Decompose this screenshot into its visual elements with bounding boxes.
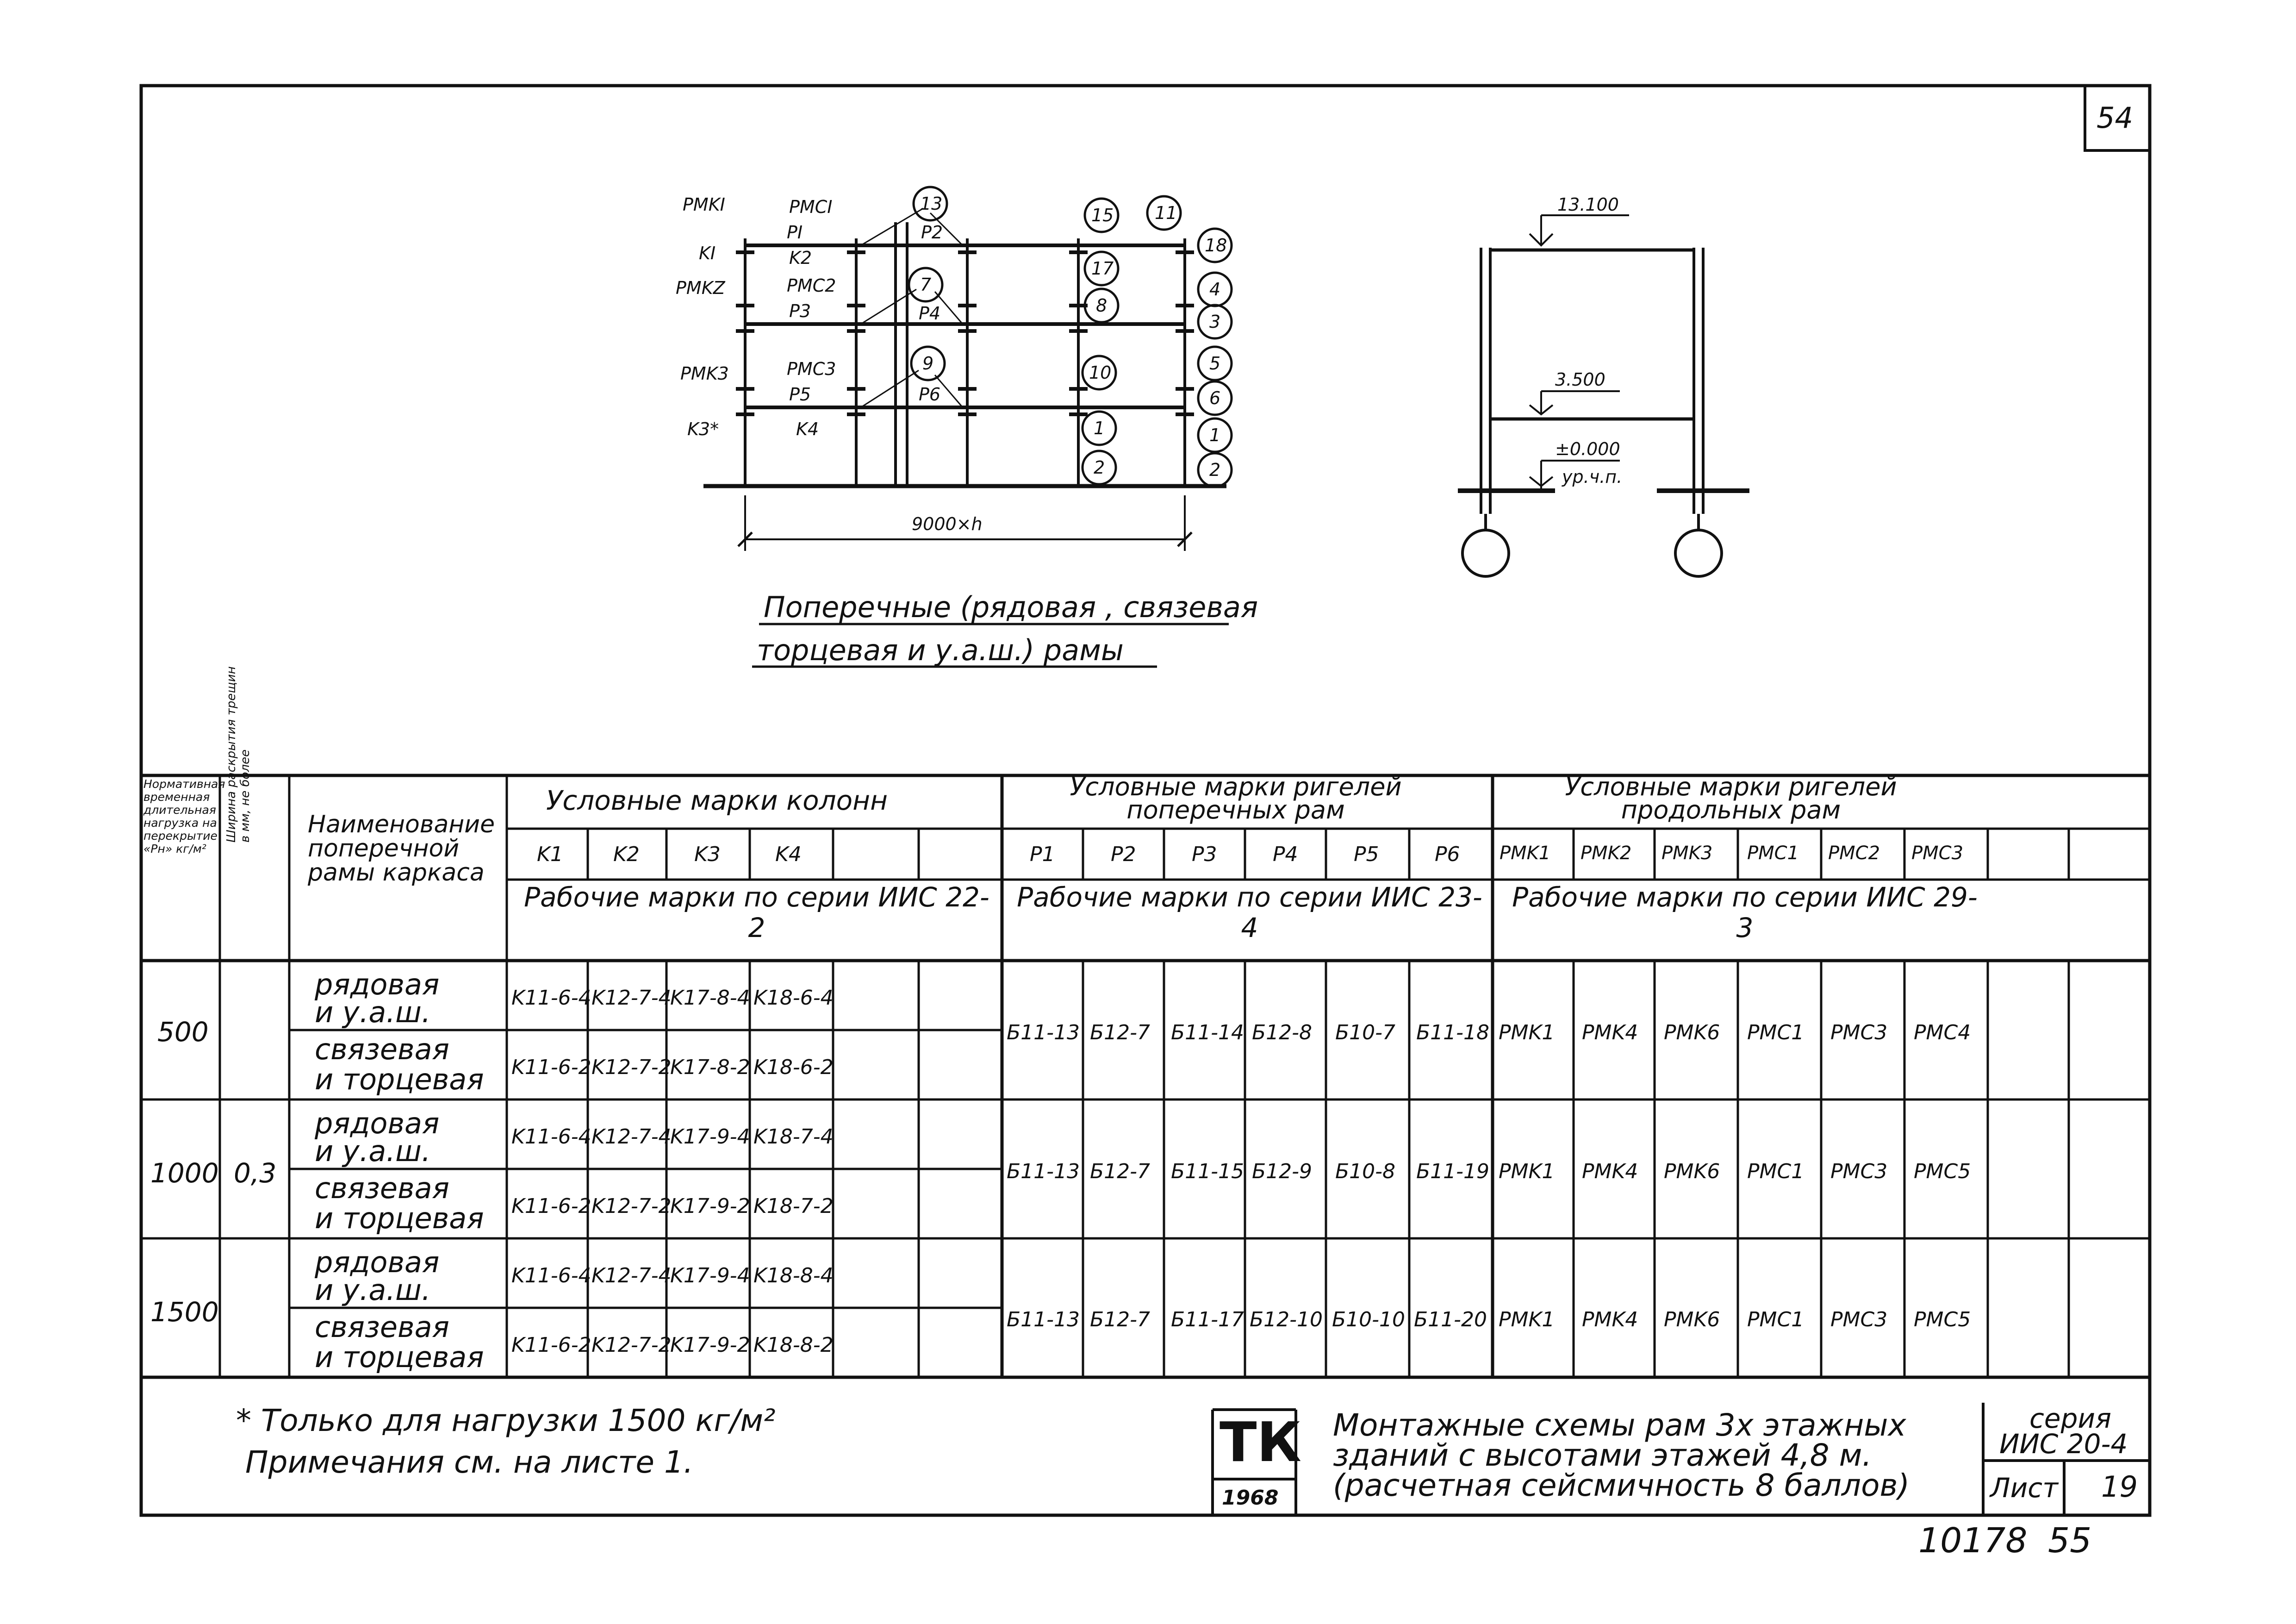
- cell-g2-pmc1: PMC1: [1747, 1160, 1804, 1183]
- cell-g3-pmc1: PMC1: [1747, 1308, 1804, 1331]
- series-crossbars: Рабочие марки по серии ИИС 23-4: [1017, 881, 1482, 943]
- balloon-15: 15: [1091, 205, 1114, 225]
- cell-g3-p2: Б12-7: [1090, 1308, 1151, 1331]
- cell-g1r2-k2: K12-7-2: [591, 1056, 672, 1079]
- cell-g1-pmk2: PMK4: [1582, 1021, 1638, 1044]
- cell-g2-pmk1: PMK1: [1499, 1160, 1555, 1183]
- cell-g2-pmc2: PMC3: [1830, 1160, 1888, 1183]
- mark-p6: P6: [1435, 843, 1460, 866]
- cell-g1-pmc2: PMC3: [1830, 1021, 1888, 1044]
- header-name: Наименование поперечной рамы каркаса: [308, 811, 495, 887]
- balloon-9: 9: [922, 353, 934, 374]
- label-p4: P4: [919, 303, 941, 324]
- balloon-5: 5: [1209, 353, 1221, 374]
- label-p2: P2: [921, 222, 943, 243]
- cell-g2-pmk3: PMK6: [1664, 1160, 1720, 1183]
- mark-p5: P5: [1354, 843, 1379, 866]
- cell-g2r1-k3: K17-9-4: [670, 1125, 750, 1149]
- cell-g3-pmk3: PMK6: [1664, 1308, 1720, 1331]
- load-1500: 1500: [150, 1296, 219, 1328]
- mark-p2: P2: [1111, 843, 1136, 866]
- balloon-circles: [909, 187, 1232, 487]
- balloon-11: 11: [1155, 203, 1177, 223]
- stamp-title-line2: зданий с высотами этажей 4,8 м.: [1333, 1437, 1872, 1473]
- cell-g3-pmk2: PMK4: [1582, 1308, 1638, 1331]
- label-pmc1: PMCI: [789, 197, 833, 217]
- cell-g1-pmk1: PMK1: [1499, 1021, 1555, 1044]
- mark-p4: P4: [1273, 843, 1298, 866]
- label-p3: P3: [789, 301, 811, 321]
- cell-g1r2-k4: K18-6-2: [753, 1056, 834, 1079]
- row-name-3b: и у.а.ш.: [315, 1134, 431, 1168]
- remark: Примечания см. на листе 1.: [245, 1444, 693, 1480]
- level-mid: 3.500: [1555, 369, 1605, 390]
- page-number: 54: [2097, 101, 2133, 135]
- label-k2: K2: [789, 248, 812, 268]
- cell-g1-p1: Б11-13: [1007, 1021, 1080, 1044]
- label-pmk2: PMKZ: [676, 278, 725, 298]
- cell-g2-pmk2: PMK4: [1582, 1160, 1638, 1183]
- row-name-6a: связевая: [315, 1310, 449, 1344]
- header-group-columns: Условные марки колонн: [546, 785, 888, 816]
- mark-pmk3: PMK3: [1661, 843, 1713, 864]
- cell-g1r1-k2: K12-7-4: [591, 986, 672, 1010]
- cell-g2r2-k2: K12-7-2: [591, 1194, 672, 1218]
- stamp-series-label: серия: [2029, 1403, 2111, 1434]
- cell-g1-p6: Б11-18: [1416, 1021, 1490, 1044]
- cell-g1r1-k1: K11-6-4: [511, 986, 591, 1010]
- stamp-series-value: ИИС 20-4: [1999, 1428, 2128, 1460]
- label-p1: PI: [787, 222, 803, 243]
- footnote: * Только для нагрузки 1500 кг/м²: [236, 1403, 776, 1438]
- cell-g3-pmc2: PMC3: [1830, 1308, 1888, 1331]
- cell-g2r2-k4: K18-7-2: [753, 1194, 834, 1218]
- header-width: Ширина раскрытия трещин в мм, не более: [224, 666, 252, 843]
- stamp-sheet-value: 19: [2101, 1470, 2138, 1504]
- balloon-3: 3: [1209, 312, 1221, 332]
- cell-g3r2-k1: K11-6-2: [511, 1333, 591, 1357]
- label-k3: K3*: [687, 419, 719, 439]
- stamp-year: 1968: [1222, 1486, 1279, 1510]
- balloon-1a: 1: [1094, 418, 1105, 438]
- series-columns: Рабочие марки по серии ИИС 22-2: [524, 881, 989, 943]
- stamp-title-line3: (расчетная сейсмичность 8 баллов): [1333, 1468, 1910, 1503]
- label-pmc3: PMC3: [787, 359, 836, 379]
- mark-p3: P3: [1192, 843, 1217, 866]
- label-pmc2: PMC2: [787, 275, 836, 296]
- balloon-1b: 1: [1209, 425, 1221, 445]
- cell-g3r1-k4: K18-8-4: [753, 1264, 834, 1287]
- header-group-crossbars: Условные марки ригелей поперечных рам: [1070, 772, 1402, 824]
- cell-g2-p6: Б11-19: [1416, 1160, 1490, 1183]
- stamp-sheet-label: Лист: [1990, 1472, 2058, 1504]
- label-p6: P6: [919, 384, 941, 405]
- level-ground: ур.ч.п.: [1562, 467, 1623, 487]
- balloon-2b: 2: [1209, 460, 1221, 480]
- mark-k2: K2: [613, 843, 640, 866]
- header-group-long: Условные марки ригелей продольных рам: [1565, 772, 1897, 824]
- cell-g2r2-k3: K17-9-2: [670, 1194, 750, 1218]
- mark-pmk1: PMK1: [1500, 843, 1551, 864]
- label-p5: P5: [789, 384, 811, 405]
- cell-g3-p3: Б11-17: [1171, 1308, 1244, 1331]
- cell-g3-p4: Б12-10: [1250, 1308, 1323, 1331]
- cell-g2-pmc3: PMC5: [1914, 1160, 1971, 1183]
- level-zero: ±0.000: [1555, 439, 1620, 459]
- row-name-4a: связевая: [315, 1171, 449, 1205]
- cell-g3-p1: Б11-13: [1007, 1308, 1080, 1331]
- cell-g1-pmk3: PMK6: [1664, 1021, 1720, 1044]
- row-name-3a: рядовая: [315, 1106, 440, 1140]
- label-pmk1: PMKI: [683, 194, 725, 215]
- cell-g1-pmc1: PMC1: [1747, 1021, 1804, 1044]
- frame-caption-line2: торцевая и у.а.ш.) рамы: [757, 633, 1124, 667]
- cell-g1r1-k3: K17-8-4: [670, 986, 750, 1010]
- cell-g2r1-k4: K18-7-4: [753, 1125, 834, 1149]
- cell-g1-p4: Б12-8: [1252, 1021, 1313, 1044]
- balloon-2a: 2: [1094, 457, 1105, 478]
- cell-g3r2-k2: K12-7-2: [591, 1333, 672, 1357]
- frame-dimension: 9000×h: [912, 514, 983, 534]
- balloon-4: 4: [1209, 279, 1221, 300]
- mark-k3: K3: [694, 843, 721, 866]
- mark-pmc2: PMC2: [1828, 843, 1880, 864]
- balloon-13: 13: [920, 194, 943, 214]
- cell-g3r1-k1: K11-6-4: [511, 1264, 591, 1287]
- label-pmk3: PMK3: [680, 363, 729, 384]
- cell-g2-p4: Б12-9: [1252, 1160, 1313, 1183]
- stamp-logo: ТК: [1220, 1410, 1301, 1474]
- row-name-6b: и торцевая: [315, 1340, 484, 1374]
- cell-g1r1-k4: K18-6-4: [753, 986, 834, 1010]
- series-long: Рабочие марки по серии ИИС 29-3: [1512, 881, 1978, 943]
- row-name-5b: и у.а.ш.: [315, 1273, 431, 1307]
- balloon-10: 10: [1089, 362, 1112, 383]
- cell-g1r2-k1: K11-6-2: [511, 1056, 591, 1079]
- cell-g3r2-k3: K17-9-2: [670, 1333, 750, 1357]
- cell-g1-p5: Б10-7: [1335, 1021, 1396, 1044]
- frame-caption-line1: Поперечные (рядовая , связевая: [764, 590, 1258, 624]
- balloon-6: 6: [1209, 388, 1221, 408]
- row-name-2a: связевая: [315, 1032, 449, 1066]
- cell-g1r2-k3: K17-8-2: [670, 1056, 750, 1079]
- cell-g2r1-k1: K11-6-4: [511, 1125, 591, 1149]
- cell-g1-p2: Б12-7: [1090, 1021, 1151, 1044]
- cell-g1-p3: Б11-14: [1171, 1021, 1244, 1044]
- cell-g3-p6: Б11-20: [1414, 1308, 1487, 1331]
- cell-g2r2-k1: K11-6-2: [511, 1194, 591, 1218]
- load-1000: 1000: [150, 1157, 219, 1189]
- width-value: 0,3: [234, 1157, 277, 1189]
- balloon-17: 17: [1091, 258, 1114, 279]
- archive-suffix: 55: [2048, 1521, 2092, 1561]
- mark-k1: K1: [537, 843, 563, 866]
- cell-g1-pmc3: PMC4: [1914, 1021, 1971, 1044]
- cell-g2-p2: Б12-7: [1090, 1160, 1151, 1183]
- section-elevation: [1458, 215, 1749, 576]
- mark-pmk2: PMK2: [1580, 843, 1632, 864]
- cell-g2-p3: Б11-15: [1171, 1160, 1244, 1183]
- balloon-7: 7: [920, 275, 932, 295]
- archive-number: 10178: [1918, 1521, 2028, 1561]
- cell-g3r1-k3: K17-9-4: [670, 1264, 750, 1287]
- label-k4: K4: [796, 419, 819, 439]
- balloon-8: 8: [1096, 295, 1108, 316]
- row-name-1b: и у.а.ш.: [315, 995, 431, 1029]
- frame-elevation: [703, 208, 1226, 551]
- load-500: 500: [157, 1016, 209, 1048]
- cell-g2-p5: Б10-8: [1335, 1160, 1396, 1183]
- label-k1: KI: [699, 243, 716, 263]
- cell-g3r2-k4: K18-8-2: [753, 1333, 834, 1357]
- row-name-2b: и торцевая: [315, 1062, 484, 1096]
- mark-k4: K4: [775, 843, 802, 866]
- mark-pmc1: PMC1: [1747, 843, 1799, 864]
- cell-g3-pmk1: PMK1: [1499, 1308, 1555, 1331]
- cell-g3-pmc3: PMC5: [1914, 1308, 1971, 1331]
- stamp-title-line1: Монтажные схемы рам 3х этажных: [1333, 1407, 1906, 1443]
- mark-p1: P1: [1030, 843, 1055, 866]
- cell-g3r1-k2: K12-7-4: [591, 1264, 672, 1287]
- balloon-18: 18: [1205, 235, 1227, 256]
- row-name-4b: и торцевая: [315, 1201, 484, 1235]
- mark-pmc3: PMC3: [1911, 843, 1964, 864]
- row-name-5a: рядовая: [315, 1245, 440, 1279]
- cell-g2r1-k2: K12-7-4: [591, 1125, 672, 1149]
- cell-g3-p5: Б10-10: [1332, 1308, 1406, 1331]
- header-load: Нормативная временная длительная нагрузка на перекрытие «Рн» кг/м²: [143, 777, 225, 856]
- level-top: 13.100: [1557, 194, 1619, 215]
- row-name-1a: рядовая: [315, 968, 440, 1001]
- cell-g2-p1: Б11-13: [1007, 1160, 1080, 1183]
